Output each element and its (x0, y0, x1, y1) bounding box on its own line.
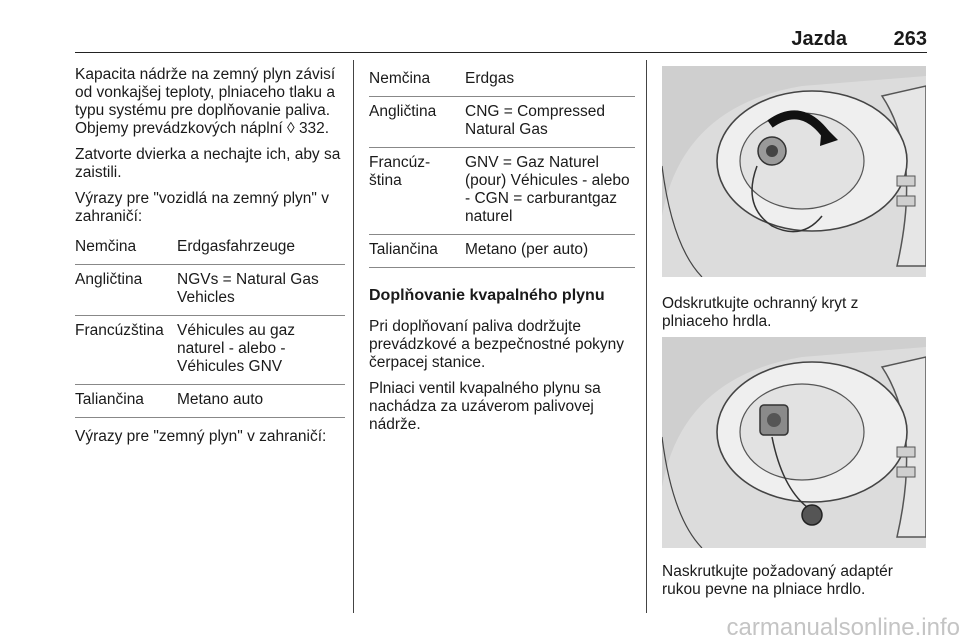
adapter-illustration (662, 337, 926, 548)
refuel-paragraph: Pri doplňovaní paliva dodržujte prevádzkové a bezpečnostné pokyny čerpacej stanice. (369, 318, 625, 371)
term-language: Angličtina (369, 97, 465, 148)
page-ref: 332. (298, 120, 330, 137)
table-row (75, 316, 345, 385)
intro-text: Kapacita nádrže na zemný plyn závisí od vonkajšej teploty, plniaceho tlaku a typu systému pre doplňovanie paliva. Objemy prevádzkových náplní (75, 66, 336, 137)
page-header (75, 28, 927, 50)
fuel-filler-illustration (662, 66, 926, 277)
column-divider-2 (646, 60, 647, 613)
intro-paragraph (75, 66, 345, 138)
term-language: Nemčina (75, 234, 177, 265)
term-value: Erdgasfahrzeuge (177, 234, 345, 265)
term-value: CNG = Compressed Natural Gas (465, 97, 635, 148)
table-row (369, 66, 635, 97)
gas-heading: Výrazy pre "zemný plyn" v zahraničí: (75, 428, 327, 445)
term-value: NGVs = Natural Gas Vehicles (177, 265, 345, 316)
caption-unscrew: Odskrutkujte ochranný kryt z plniaceho hrdla. (662, 295, 859, 330)
term-value: GNV = Gaz Naturel (pour) Véhicules - alebo - CGN = carburantgaz naturel (465, 148, 635, 235)
figure-screw-adapter (662, 337, 926, 548)
section-title: Doplňovanie kvapalného plynu (369, 287, 605, 304)
table-row (75, 234, 345, 265)
chapter-title: Jazda (791, 28, 847, 50)
term-language: Angličtina (75, 265, 177, 316)
page-ref-icon: ◊ (286, 120, 295, 137)
table-row (75, 265, 345, 316)
page-number: 263 (893, 28, 927, 50)
term-language: Francúz-ština (369, 148, 465, 235)
term-value: Metano auto (177, 385, 345, 418)
term-value: Véhicules au gaz naturel - alebo - Véhicules GNV (177, 316, 345, 385)
middle-column (369, 66, 635, 442)
column-divider-1 (353, 60, 354, 613)
term-language: Nemčina (369, 66, 465, 97)
table-row (369, 97, 635, 148)
figure-unscrew-cap (662, 66, 926, 277)
watermark: carmanualsonline.info (726, 614, 960, 641)
header-rule (75, 52, 927, 53)
table-row (75, 385, 345, 418)
term-value: Erdgas (465, 66, 635, 97)
term-language: Taliančina (369, 235, 465, 268)
term-value: Metano (per auto) (465, 235, 635, 268)
caption-adapter: Naskrutkujte požadovaný adaptér rukou pevne na plniace hrdlo. (662, 563, 893, 598)
gas-terms-table (369, 66, 635, 268)
table-row (369, 148, 635, 235)
term-language: Taliančina (75, 385, 177, 418)
term-language: Francúzština (75, 316, 177, 385)
left-column (75, 66, 345, 454)
vehicles-heading: Výrazy pre "vozidlá na zemný plyn" v zahraničí: (75, 190, 329, 225)
table-row (369, 235, 635, 268)
vehicles-terms-table (75, 234, 345, 418)
close-note: Zatvorte dvierka a nechajte ich, aby sa zaistili. (75, 146, 341, 181)
valve-paragraph: Plniaci ventil kvapalného plynu sa nachádza za uzáverom palivovej nádrže. (369, 380, 601, 433)
